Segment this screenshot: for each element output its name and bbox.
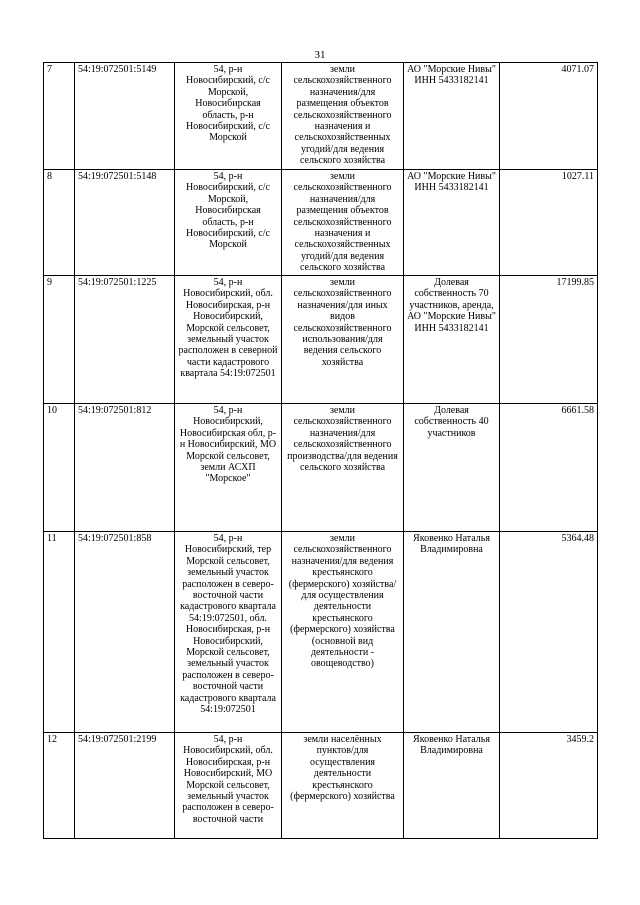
land-category: земли сельскохозяйственного назначения/для размещения объектов сельскохозяйственного назначения и сельскохозяйственных угодий/для ведения сельского хозяйства bbox=[282, 170, 404, 276]
page-number: 31 bbox=[314, 49, 326, 61]
cadastral-number: 54:19:072501:1225 bbox=[75, 276, 175, 404]
parcel-address: 54, р-н Новосибирский, обл. Новосибирская, р-н Новосибирский, Морской сельсовет, земельный участок расположен в северной части кадастрового квартала 54:19:072501 bbox=[175, 276, 282, 404]
owner: Яковенко Наталья Владимировна bbox=[404, 532, 500, 733]
row-number: 11 bbox=[44, 532, 75, 733]
cadastral-number: 54:19:072501:5148 bbox=[75, 170, 175, 276]
parcel-address: 54, р-н Новосибирский, с/с Морской, Новосибирская область, р-н Новосибирский, с/с Морской bbox=[175, 170, 282, 276]
cadastral-number: 54:19:072501:812 bbox=[75, 404, 175, 532]
cadastral-number: 54:19:072501:2199 bbox=[75, 733, 175, 839]
land-category: земли сельскохозяйственного назначения/для размещения объектов сельскохозяйственного назначения и сельскохозяйственных угодий/для ведения сельского хозяйства bbox=[282, 63, 404, 170]
owner: Долевая собственность 70 участников, аренда, АО "Морские Нивы" ИНН 5433182141 bbox=[404, 276, 500, 404]
table-row bbox=[44, 170, 598, 276]
row-number: 12 bbox=[44, 733, 75, 839]
area: 3459.2 bbox=[500, 733, 598, 839]
land-category: земли сельскохозяйственного назначения/для ведения крестьянского (фермерского) хозяйства/для осуществления деятельности крестьянского (фермерского) хозяйства (основной вид деятельности - овощеводство) bbox=[282, 532, 404, 733]
parcel-address: 54, р-н Новосибирский, обл. Новосибирская, р-н Новосибирский, МО Морской сельсовет, земельный участок расположен в северо-восточной части bbox=[175, 733, 282, 839]
land-register-table bbox=[43, 62, 598, 839]
area: 6661.58 bbox=[500, 404, 598, 532]
land-category: земли сельскохозяйственного назначения/для сельскохозяйственного производства/для ведения сельского хозяйства bbox=[282, 404, 404, 532]
owner: АО "Морские Нивы" ИНН 5433182141 bbox=[404, 170, 500, 276]
row-number: 7 bbox=[44, 63, 75, 170]
table-row bbox=[44, 733, 598, 839]
land-category: земли сельскохозяйственного назначения/для иных видов сельскохозяйственного использования/для ведения сельского хозяйства bbox=[282, 276, 404, 404]
area: 1027.11 bbox=[500, 170, 598, 276]
parcel-address: 54, р-н Новосибирский, Новосибирская обл, р-н Новосибирский, МО Морской сельсовет, земли АСХП "Морское" bbox=[175, 404, 282, 532]
area: 17199.85 bbox=[500, 276, 598, 404]
cadastral-number: 54:19:072501:858 bbox=[75, 532, 175, 733]
parcel-address: 54, р-н Новосибирский, с/с Морской, Новосибирская область, р-н Новосибирский, с/с Морской bbox=[175, 63, 282, 170]
cadastral-number: 54:19:072501:5149 bbox=[75, 63, 175, 170]
area: 4071.07 bbox=[500, 63, 598, 170]
row-number: 10 bbox=[44, 404, 75, 532]
table-row bbox=[44, 532, 598, 733]
table-row bbox=[44, 63, 598, 170]
row-number: 9 bbox=[44, 276, 75, 404]
row-number: 8 bbox=[44, 170, 75, 276]
owner: Яковенко Наталья Владимировна bbox=[404, 733, 500, 839]
parcel-address: 54, р-н Новосибирский, тер Морской сельсовет, земельный участок расположен в северо-восточной части кадастрового квартала 54:19:072501, обл. Новосибирская, р-н Новосибирский, Морской сельсовет, земельный участок расположен в северо-восточной части кадастрового квартала 54:19:072501 bbox=[175, 532, 282, 733]
table-row bbox=[44, 276, 598, 404]
owner: Долевая собственность 40 участников bbox=[404, 404, 500, 532]
table-row bbox=[44, 404, 598, 532]
area: 5364.48 bbox=[500, 532, 598, 733]
owner: АО "Морские Нивы" ИНН 5433182141 bbox=[404, 63, 500, 170]
land-category: земли населённых пунктов/для осуществления деятельности крестьянского (фермерского) хозяйства bbox=[282, 733, 404, 839]
